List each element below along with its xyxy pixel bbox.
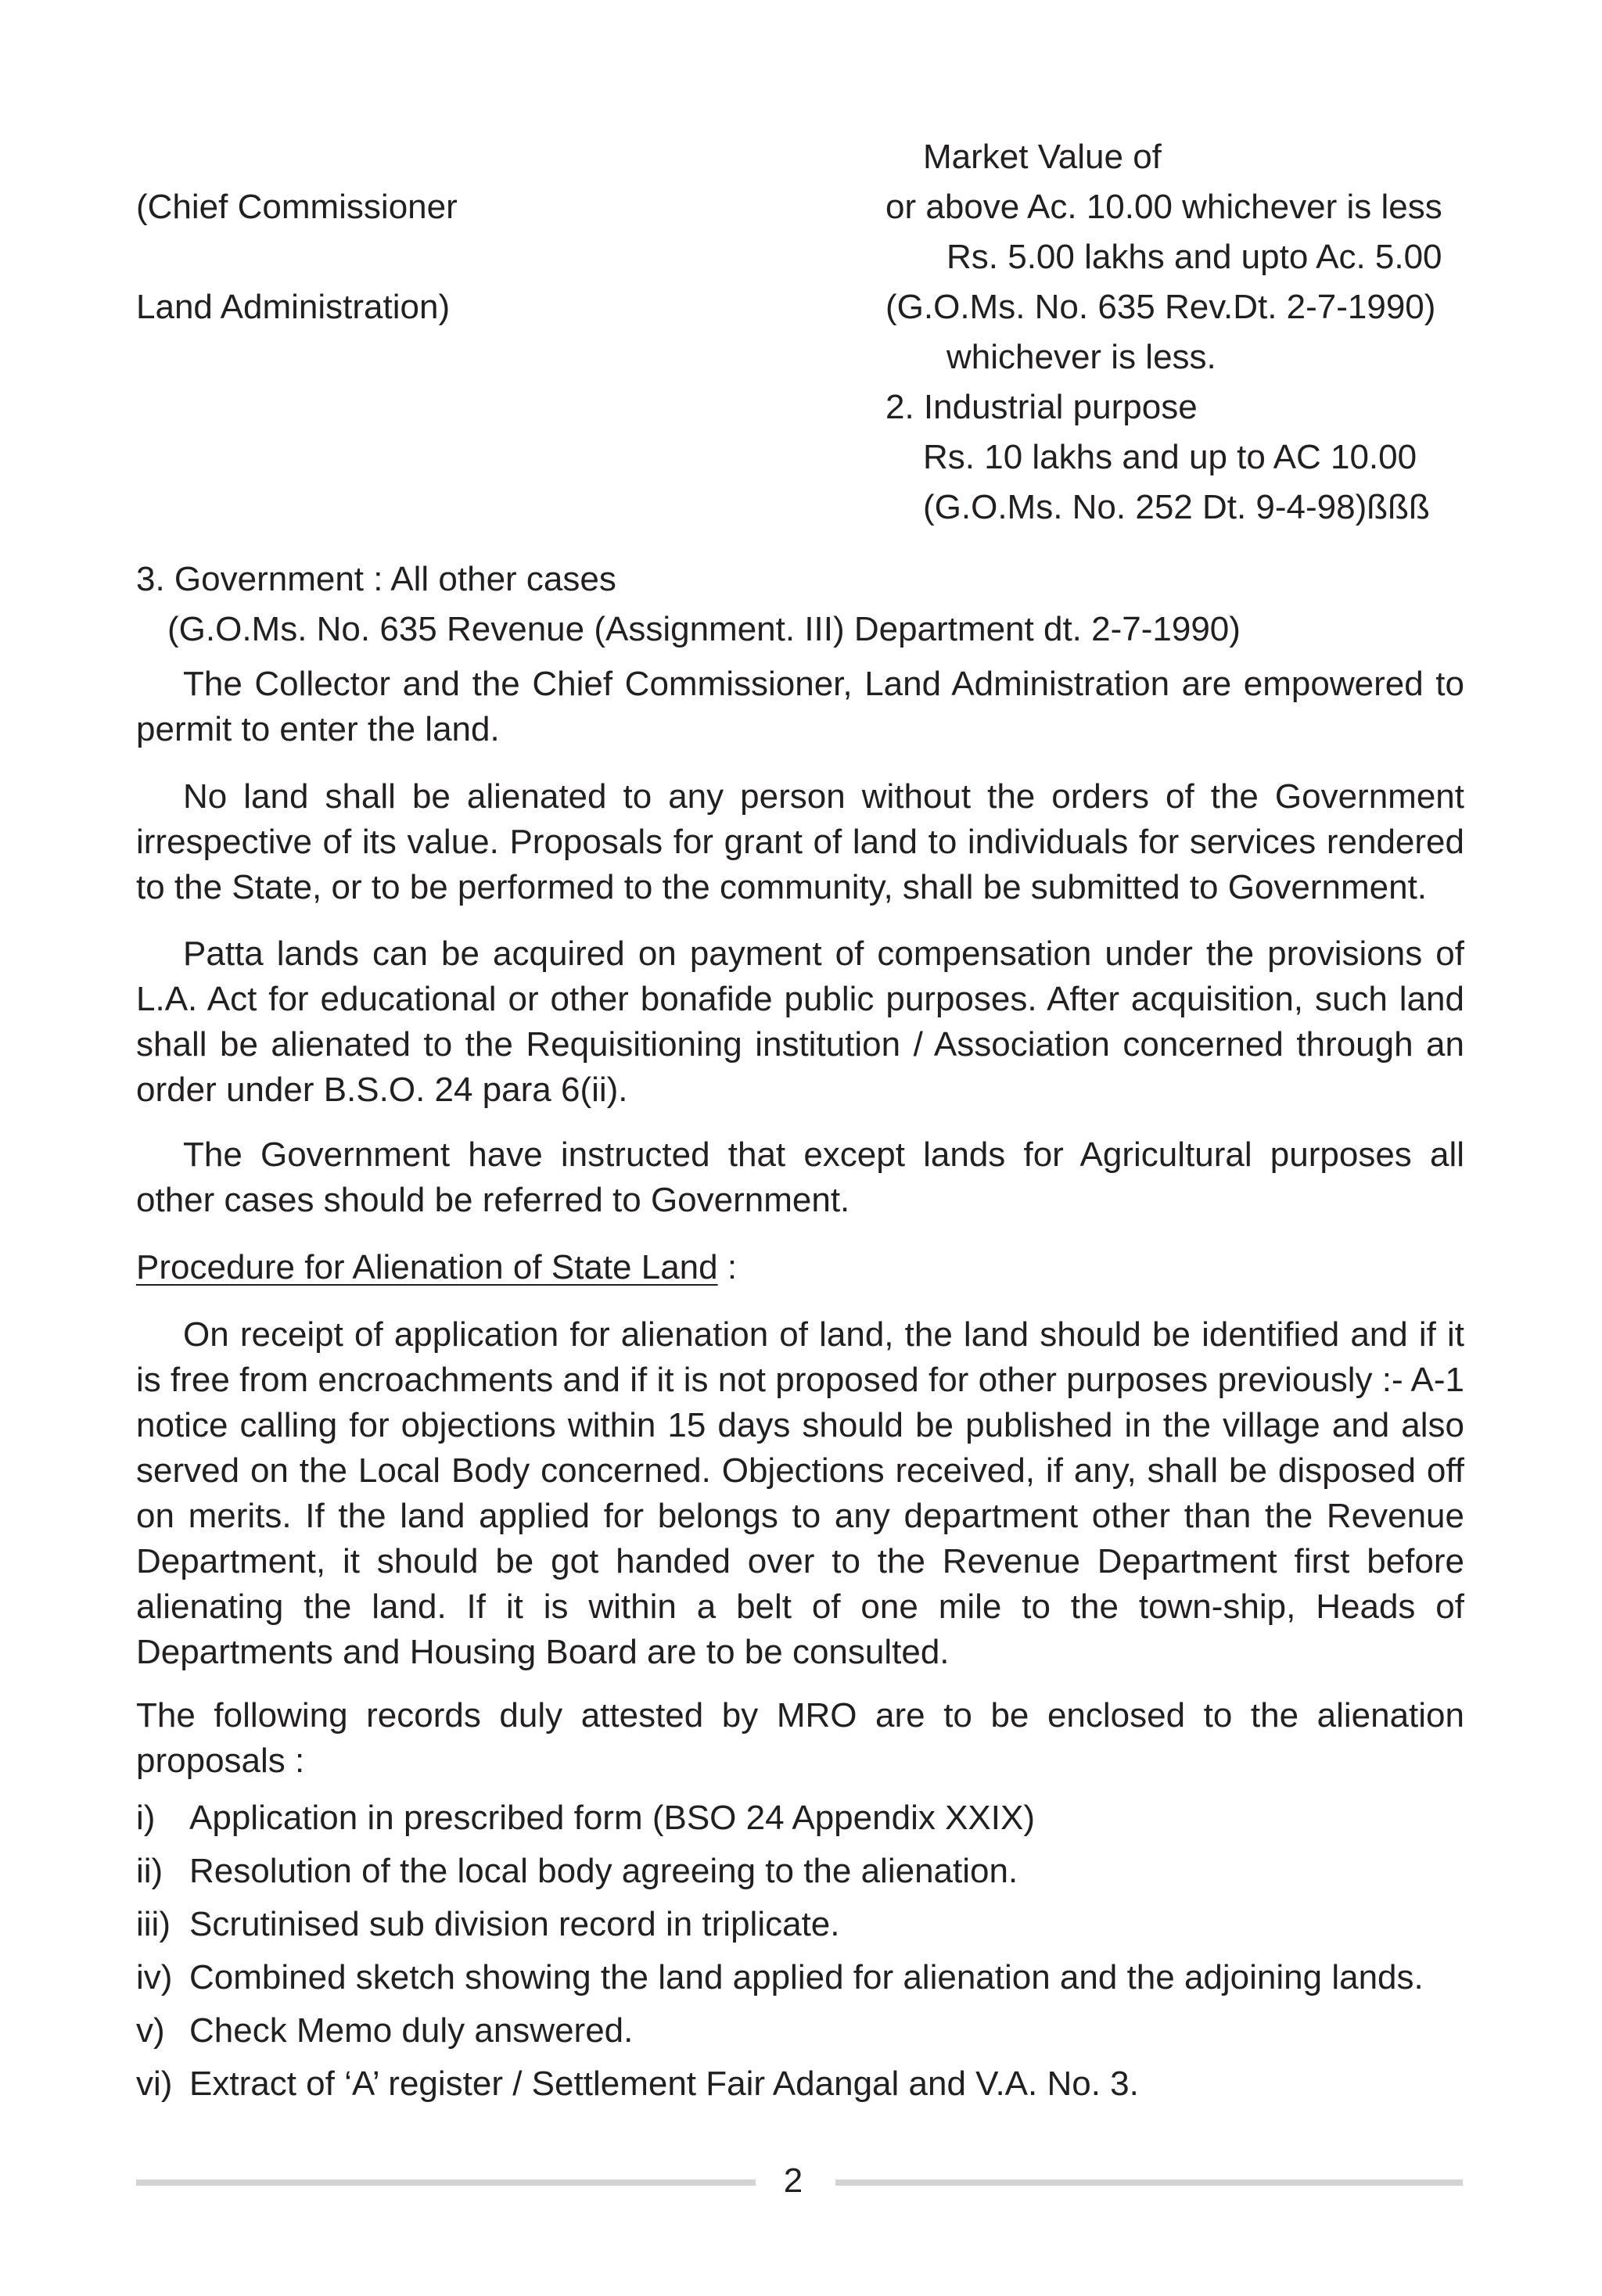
government-item-label: 3. Government : All other cases [136,560,616,598]
right-line-7: Rs. 10 lakhs and up to AC 10.00 [923,438,1417,476]
footer-rule-right [835,2179,1463,2186]
authority-label-line2: Land Administration) [136,288,451,326]
footer-rule-left [136,2179,756,2186]
procedure-heading [136,1245,737,1290]
page-number: 2 [783,2161,803,2200]
procedure-heading-suffix: : [717,1248,738,1286]
paragraph-government-instruction: The Government have instructed that except lands for Agricultural purposes all other cases should be referred to Government. [136,1135,1464,1219]
procedure-heading-text: Procedure for Alienation of State Land [136,1248,718,1286]
right-line-3: Rs. 5.00 lakhs and upto Ac. 5.00 [946,238,1442,276]
right-line-4: (G.O.Ms. No. 635 Rev.Dt. 2-7-1990) [885,288,1436,326]
list-item-text: Application in prescribed form (BSO 24 Appendix XXIX) [189,1799,1035,1837]
list-item [136,2061,1139,2107]
list-item-text: Scrutinised sub division record in triplicate. [189,1905,840,1943]
right-line-5: whichever is less. [946,338,1216,376]
list-item [136,1849,1018,1894]
list-item-text: Extract of ‘A’ register / Settlement Fair Adangal and V.A. No. 3. [189,2065,1139,2103]
paragraph-patta-lands: Patta lands can be acquired on payment of compensation under the provisions of L.A. Act for educational or other bonafide public purposes. After acquisition, such land shall be alienated to the Requisitioning institution / Association concerned through an order under B.S.O. 24 para 6(ii). [136,935,1464,1109]
paragraph-no-alienation: No land shall be alienated to any person without the orders of the Government irrespective of its value. Proposals for grant of land to individuals for services rendered to the State, or to be performed to the community, shall be submitted to Government. [136,777,1464,906]
right-line-1: Market Value of [923,138,1162,176]
procedure-body: On receipt of application for alienation of land, the land should be identified and if it is free from encroachments and if it is not proposed for other purposes previously :- A-1 notice calling for objections within 15 days should be published in the village and also served on the Local Body concerned. Objections received, if any, shall be disposed off on merits. If the land applied for belongs to any department other than the Revenue Department, it should be got handed over to the Revenue Department first before alienating the land. If it is within a belt of one mile to the town-ship, Heads of Departments and Housing Board are to be consulted. [136,1315,1464,1671]
list-item-text: Check Memo duly answered. [189,2011,634,2050]
list-item [136,1796,1035,1841]
government-item-reference: (G.O.Ms. No. 635 Revenue (Assignment. III) Department dt. 2-7-1990) [167,610,1241,648]
list-item-number: i) [136,1799,156,1837]
right-line-2: or above Ac. 10.00 whichever is less [885,188,1442,226]
paragraph-collector-permit: The Collector and the Chief Commissioner, Land Administration are empowered to permit to enter the land. [136,665,1464,748]
list-item-text: Combined sketch showing the land applied for alienation and the adjoining lands. [189,1958,1424,1996]
list-item-number: iii) [136,1905,171,1943]
authority-label-line1: (Chief Commissioner [136,188,458,226]
list-item-number: v) [136,2011,165,2050]
list-item [136,1955,1424,2000]
list-item-number: iv) [136,1958,173,1996]
list-item-number: ii) [136,1852,163,1890]
right-line-8: (G.O.Ms. No. 252 Dt. 9-4-98)ßßß [923,488,1430,526]
list-item [136,1902,840,1947]
records-intro: The following records duly attested by MRO are to be enclosed to the alienation proposals : [136,1696,1464,1780]
list-item [136,2008,633,2054]
list-item-number: vi) [136,2065,173,2103]
right-line-6: 2. Industrial purpose [885,388,1198,426]
list-item-text: Resolution of the local body agreeing to the alienation. [189,1852,1018,1890]
